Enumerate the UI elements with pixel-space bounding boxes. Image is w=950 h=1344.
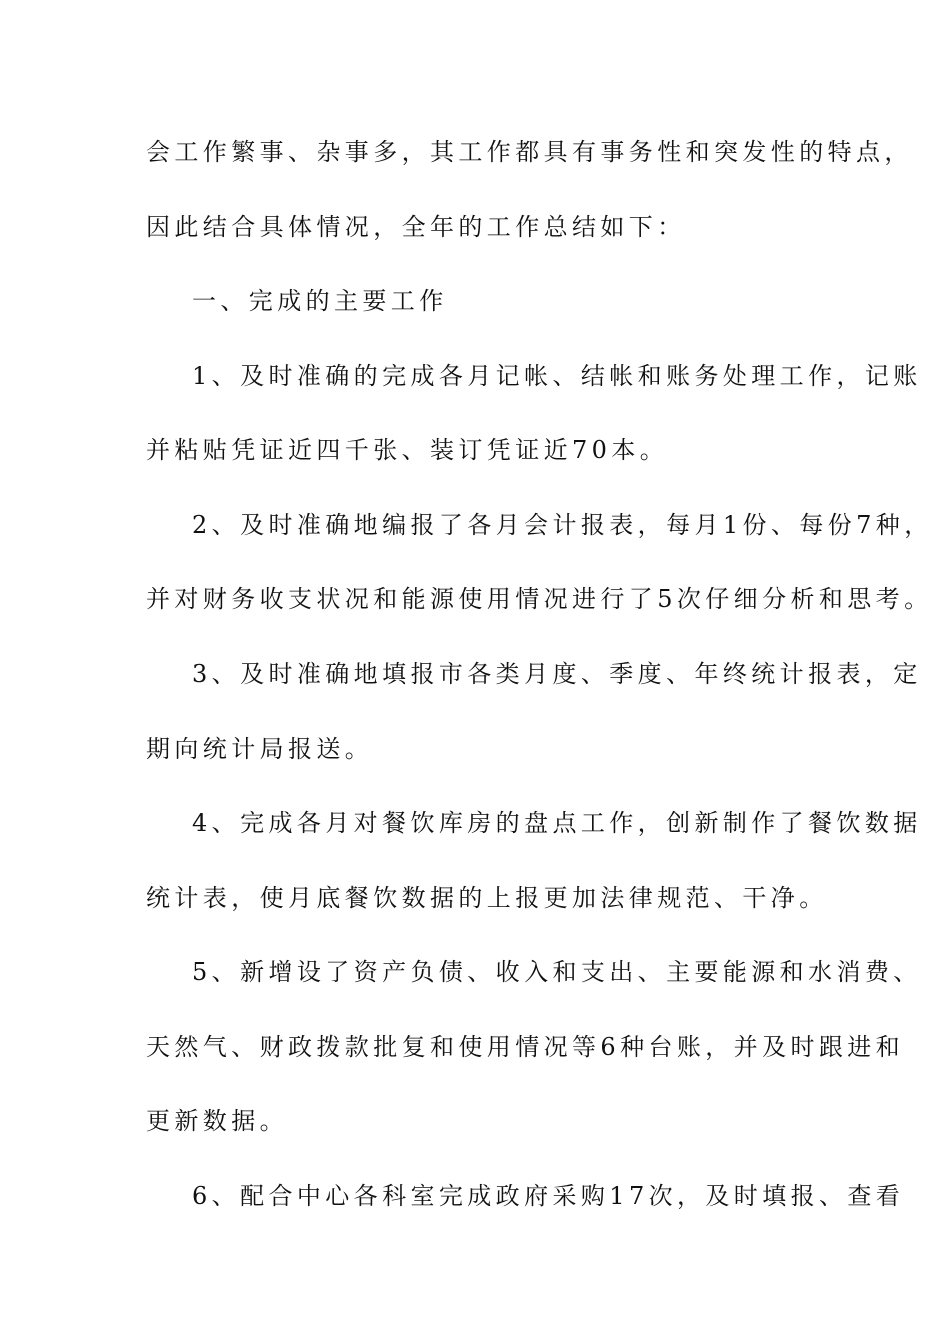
text-line: 统计表，使月底餐饮数据的上报更加法律规范、干净。 <box>146 884 828 912</box>
section-heading: 一、完成的主要工作 <box>192 287 448 315</box>
text-line: 2、及时准确地编报了各月会计报表，每月1份、每份7种， <box>192 511 933 539</box>
text-line: 期向统计局报送。 <box>146 735 374 763</box>
text-line: 并粘贴凭证近四千张、装订凭证近70本。 <box>146 436 669 464</box>
text-line: 天然气、财政拨款批复和使用情况等6种台账，并及时跟进和 <box>146 1033 905 1061</box>
text-line: 因此结合具体情况，全年的工作总结如下： <box>146 213 686 241</box>
text-line: 4、完成各月对餐饮库房的盘点工作，创新制作了餐饮数据 <box>192 809 922 837</box>
text-line: 并对财务收支状况和能源使用情况进行了5次仔细分析和思考。 <box>146 585 933 613</box>
text-line: 会工作繁事、杂事多，其工作都具有事务性和突发性的特点， <box>146 138 913 166</box>
text-line: 3、及时准确地填报市各类月度、季度、年终统计报表，定 <box>192 660 922 688</box>
text-line: 6、配合中心各科室完成政府采购17次，及时填报、查看 <box>192 1182 905 1210</box>
text-line: 更新数据。 <box>146 1107 288 1135</box>
text-line: 5、新增设了资产负债、收入和支出、主要能源和水消费、 <box>192 958 922 986</box>
text-line: 1、及时准确的完成各月记帐、结帐和账务处理工作，记账 <box>192 362 922 390</box>
